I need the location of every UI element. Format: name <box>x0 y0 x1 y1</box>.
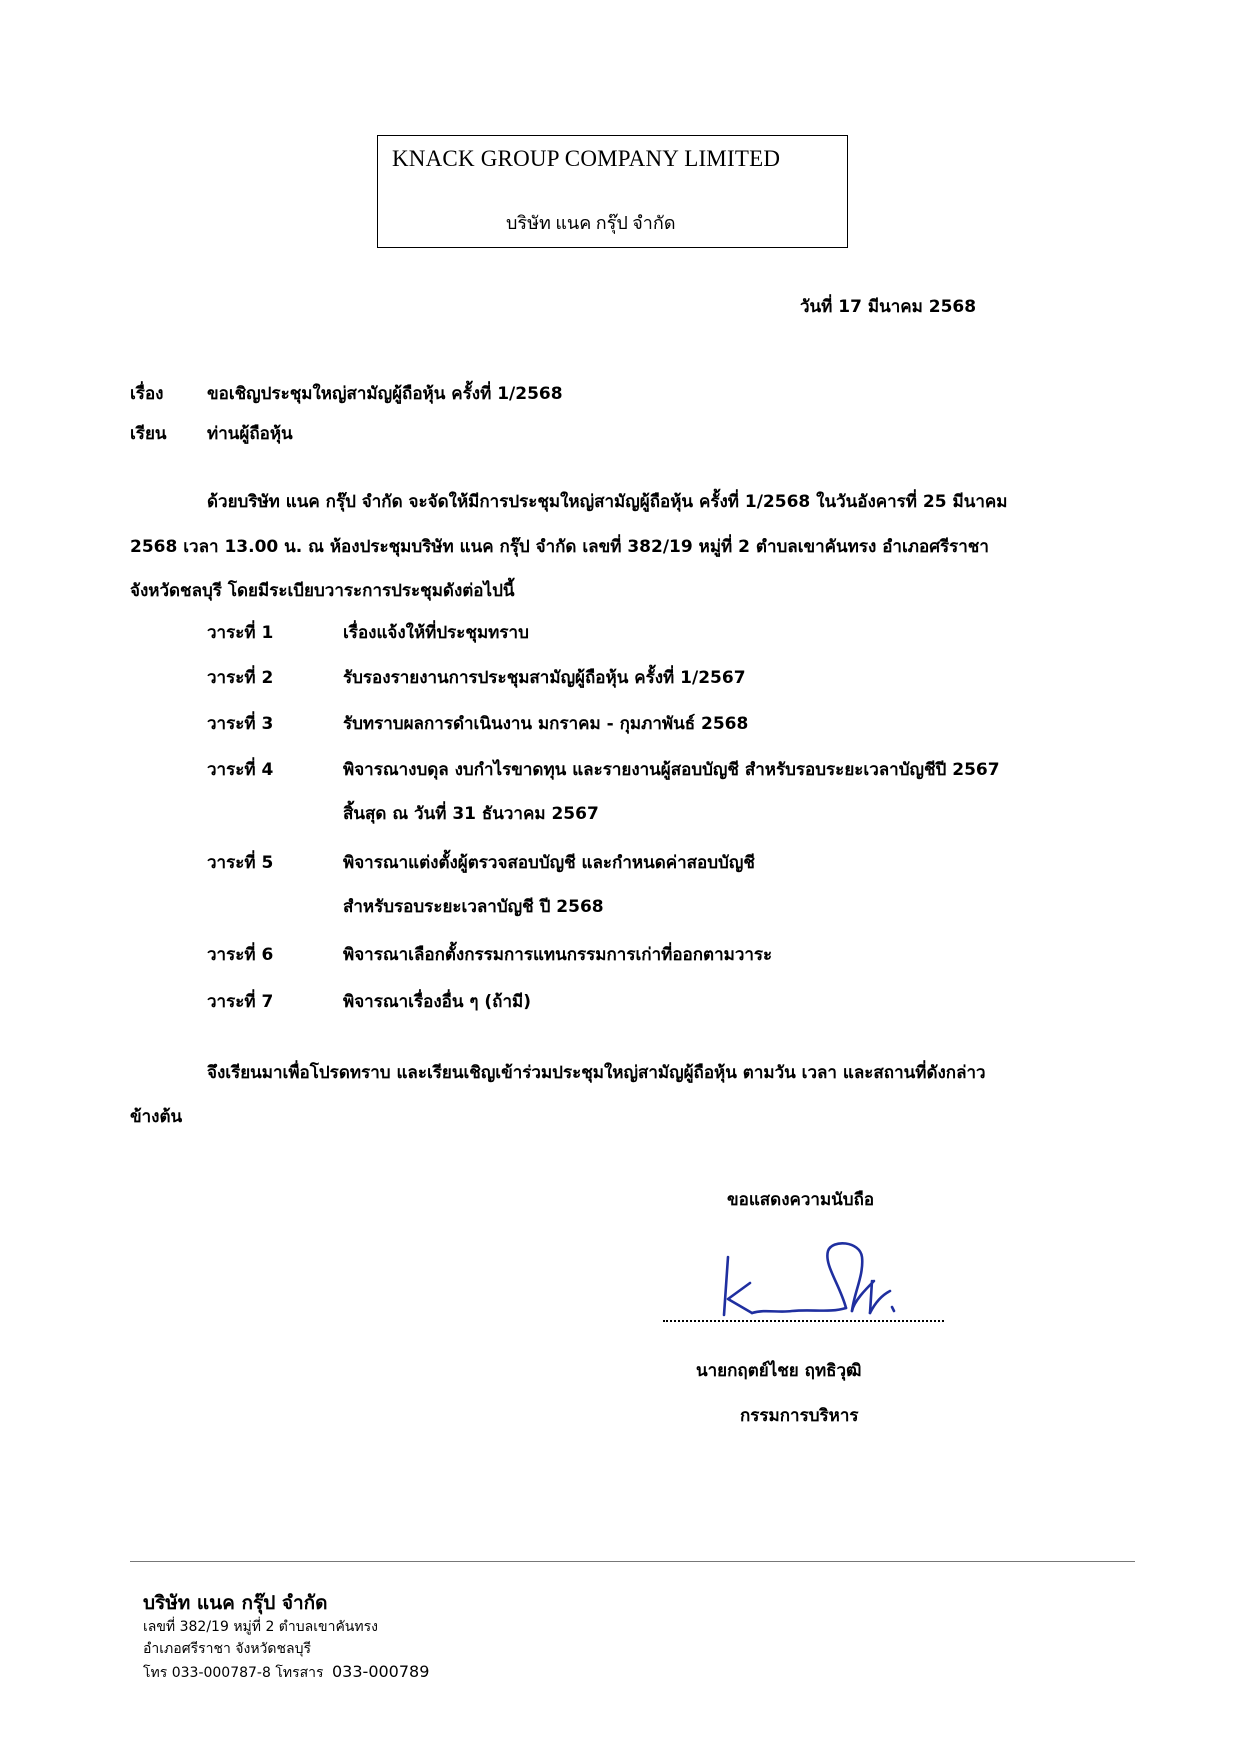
salutation: ขอแสดงความนับถือ <box>727 1190 875 1210</box>
intro-line: จังหวัดชลบุรี โดยมีระเบียบวาระการประชุมดังต่อไปนี้ <box>130 581 515 601</box>
agenda-text: พิจารณาแต่งตั้งผู้ตรวจสอบบัญชี และกำหนดค่าสอบบัญชี <box>343 853 755 873</box>
agenda-label: วาระที่ 2 <box>207 668 274 688</box>
company-name-en: KNACK GROUP COMPANY LIMITED <box>392 146 781 171</box>
footer-phone: โทร 033-000787-8 โทรสาร <box>143 1665 324 1681</box>
recipient-text: ท่านผู้ถือหุ้น <box>207 424 293 444</box>
agenda-text: สิ้นสุด ณ วันที่ 31 ธันวาคม 2567 <box>343 804 599 824</box>
footer-address-line-1: เลขที่ 382/19 หมู่ที่ 2 ตำบลเขาคันทรง <box>143 1619 378 1635</box>
agenda-text: เรื่องแจ้งให้ที่ประชุมทราบ <box>343 623 529 643</box>
footer-company-name: บริษัท แนค กรุ๊ป จำกัด <box>143 1592 328 1614</box>
agenda-label: วาระที่ 6 <box>207 945 274 965</box>
recipient-label: เรียน <box>130 424 167 444</box>
footer-divider <box>130 1561 1135 1562</box>
subject-text: ขอเชิญประชุมใหญ่สามัญผู้ถือหุ้น ครั้งที่ 1/2568 <box>207 384 563 404</box>
company-name-th: บริษัท แนค กรุ๊ป จำกัด <box>506 213 676 233</box>
subject-label: เรื่อง <box>130 384 164 404</box>
agenda-text: พิจารณาเลือกตั้งกรรมการแทนกรรมการเก่าที่ออกตามวาระ <box>343 945 773 965</box>
agenda-label: วาระที่ 5 <box>207 853 274 873</box>
agenda-text: รับรองรายงานการประชุมสามัญผู้ถือหุ้น ครั้งที่ 1/2567 <box>343 668 746 688</box>
agenda-label: วาระที่ 3 <box>207 714 274 734</box>
agenda-label: วาระที่ 1 <box>207 623 274 643</box>
agenda-text: สำหรับรอบระยะเวลาบัญชี ปี 2568 <box>343 897 604 917</box>
footer-address-line-2: อำเภอศรีราชา จังหวัดชลบุรี <box>143 1641 311 1657</box>
footer-fax: 033-000789 <box>332 1662 430 1681</box>
letter-date: วันที่ 17 มีนาคม 2568 <box>800 297 977 317</box>
footer-contact <box>143 1662 429 1684</box>
signatory-position: กรรมการบริหาร <box>740 1406 859 1426</box>
agenda-label: วาระที่ 7 <box>207 992 274 1012</box>
closing-line: จึงเรียนมาเพื่อโปรดทราบ และเรียนเชิญเข้าร่วมประชุมใหญ่สามัญผู้ถือหุ้น ตามวัน เวลา และสถานที่ดังกล่าว <box>207 1063 986 1083</box>
agenda-label: วาระที่ 4 <box>207 760 274 780</box>
signatory-name: นายกฤตย์ไชย ฤทธิวุฒิ <box>696 1361 862 1381</box>
letterhead-box <box>377 135 848 248</box>
intro-line: 2568 เวลา 13.00 น. ณ ห้องประชุมบริษัท แนค กรุ๊ป จำกัด เลขที่ 382/19 หมู่ที่ 2 ตำบลเขาคันทรง อำเภอศรีราชา <box>130 537 989 557</box>
intro-line: ด้วยบริษัท แนค กรุ๊ป จำกัด จะจัดให้มีการประชุมใหญ่สามัญผู้ถือหุ้น ครั้งที่ 1/2568 ในวันอังคารที่ 25 มีนาคม <box>207 492 1008 512</box>
signature-image <box>720 1235 920 1320</box>
signature-line <box>663 1318 944 1322</box>
agenda-text: พิจารณางบดุล งบกำไรขาดทุน และรายงานผู้สอบบัญชี สำหรับรอบระยะเวลาบัญชีปี 2567 <box>343 760 1000 780</box>
closing-line: ข้างต้น <box>130 1107 183 1127</box>
agenda-text: รับทราบผลการดำเนินงาน มกราคม - กุมภาพันธ์ 2568 <box>343 714 749 734</box>
agenda-text: พิจารณาเรื่องอื่น ๆ (ถ้ามี) <box>343 992 531 1012</box>
